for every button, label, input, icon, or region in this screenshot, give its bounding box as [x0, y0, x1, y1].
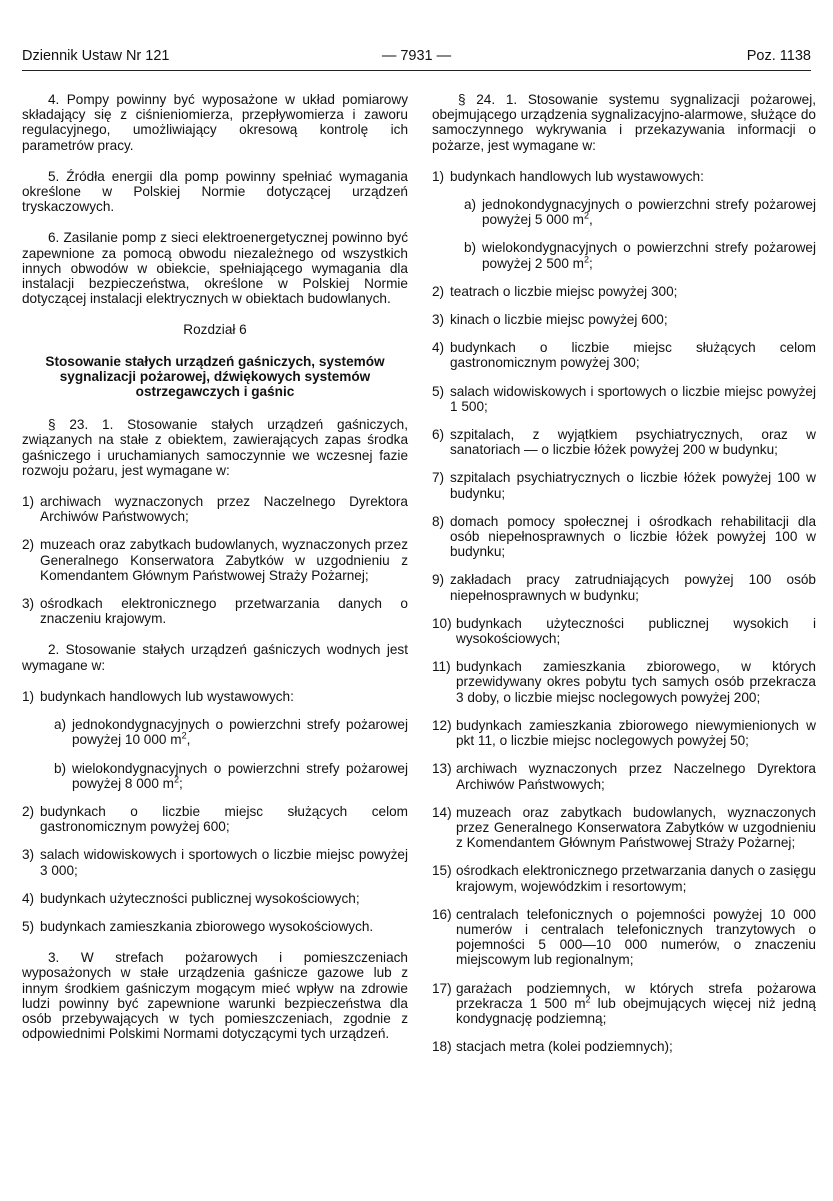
list-item: 8) domach pomocy społecznej i ośrodkach rehabilitacji dla osób niepełnosprawnych o liczbie łóżek powyżej 100 w budynku;: [432, 513, 816, 560]
list-item: 1) budynkach handlowych lub wystawowych:: [22, 688, 294, 704]
list-item: 2) muzeach oraz zabytkach budowlanych, wyznaczonych przez Generalnego Konserwatora Zabytków w uzgodnieniu z Komendantem Głównym Państwowej Straży Pożarnej;: [22, 537, 408, 583]
list-item: 2) budynkach o liczbie miejsc służących celom gastronomicznym powyżej 600;: [22, 803, 408, 835]
list-item: 5) budynkach zamieszkania zbiorowego wysokościowych.: [22, 918, 374, 934]
section-24-intro: § 24. 1. Stosowanie systemu sygnalizacji pożarowej, obejmującego urządzenia sygnalizacyjno-alarmowe, służące do samoczynnego wykrywania i przekazywania informacji o pożarze, jest wymagane w:: [432, 92, 816, 153]
sub-list-item: a) jednokondygnacyjnych o powierzchni strefy pożarowej powyżej 10 000 $m^2$,: [54, 717, 408, 748]
list-item: 17) garażach podziemnych, w których strefa pożarowa przekracza 1 500 $m^2$ lub obejmujących więcej niż jedną kondygnację podziemną;: [432, 980, 816, 1026]
header-divider: [22, 70, 811, 71]
list-item: 10) budynkach użyteczności publicznej wysokich i wysokościowych;: [432, 615, 816, 647]
right-column: [432, 92, 816, 1067]
list-item: 18) stacjach metra (kolei podziemnych);: [432, 1039, 673, 1055]
list-item: 5) salach widowiskowych i sportowych o liczbie miejsc powyżej 1 500;: [432, 383, 816, 414]
list-item: 16) centralach telefonicznych o pojemności powyżej 10 000 numerów i centralach telefonicznych tranzytowych o pojemności 5 000—10 000 numerów, o znaczeniu miejscowym lub regionalnym;: [432, 906, 816, 968]
page-number: — 7931 —: [381, 48, 452, 64]
paragraph-4: 4. Pompy powinny być wyposażone w układ pomiarowy składający się z ciśnieniomierza, przepływomierza i zaworu regulacyjnego, umożliwiający okresową kontrolę ich parametrów pracy.: [22, 92, 408, 153]
list-item: 6) szpitalach, z wyjątkiem psychiatrycznych, oraz w sanatoriach — o liczbie łóżek powyżej 200 w budynku;: [432, 427, 816, 458]
list-item: 3) salach widowiskowych i sportowych o liczbie miejsc powyżej 3 000;: [22, 847, 408, 878]
list-item: 2) teatrach o liczbie miejsc powyżej 300;: [432, 283, 678, 299]
list-item: 11) budynkach zamieszkania zbiorowego, w których przewidywany okres pobytu tych samych osób przekracza 3 doby, o liczbie miejsc noclegowych powyżej 200;: [432, 659, 816, 705]
paragraph-2-intro: 2. Stosowanie stałych urządzeń gaśniczych wodnych jest wymagane w:: [22, 642, 408, 673]
list-item: 14) muzeach oraz zabytkach budowlanych, wyznaczonych przez Generalnego Konserwatora Zabytków w uzgodnieniu z Komendantem Głównym Państwowej Straży Pożarnej;: [432, 804, 816, 851]
list-item: 4) budynkach o liczbie miejsc służących celom gastronomicznym powyżej 300;: [432, 340, 816, 371]
sub-list-item: b) wielokondygnacyjnych o powierzchni strefy pożarowej powyżej 8 000 $m^2$;: [54, 760, 408, 791]
left-column: [22, 92, 408, 1057]
section-23-intro: § 23. 1. Stosowanie stałych urządzeń gaśniczych, związanych na stałe z obiektem, zawierających zapas środka gaśniczego i uruchamianych samoczynnie we wczesnej fazie rozwoju pożaru, jest wymagane w:: [22, 417, 408, 478]
list-item: 13) archiwach wyznaczonych przez Naczelnego Dyrektora Archiwów Państwowych;: [432, 761, 816, 792]
page-header: [22, 48, 811, 68]
list-item: 12) budynkach zamieszkania zbiorowego niewymienionych w pkt 11, o liczbie miejsc noclegowych powyżej 50;: [432, 717, 816, 749]
sub-list-item: b) wielokondygnacyjnych o powierzchni strefy pożarowej powyżej 2 500 $m^2$;: [464, 240, 816, 271]
list-item: 3) ośrodkach elektronicznego przetwarzania danych o znaczeniu krajowym.: [22, 596, 408, 627]
list-item: 15) ośrodkach elektronicznego przetwarzania danych o zasięgu krajowym, wojewódzkim i resortowym;: [432, 863, 816, 894]
paragraph-5: 5. Źródła energii dla pomp powinny spełniać wymagania określone w Polskiej Normie dotyczącej urządzeń tryskaczowych.: [22, 168, 408, 215]
list-item: 1) archiwach wyznaczonych przez Naczelnego Dyrektora Archiwów Państwowych;: [22, 494, 408, 525]
chapter-title: Stosowanie stałych urządzeń gaśniczych, systemów sygnalizacji pożarowej, dźwiękowych systemów ostrzegawczych i gaśnic: [45, 353, 385, 400]
sub-list-item: a) jednokondygnacyjnych o powierzchni strefy pożarowej powyżej 5 000 $m^2$,: [464, 197, 816, 228]
list-item: 7) szpitalach psychiatrycznych o liczbie łóżek powyżej 100 w budynku;: [432, 470, 816, 501]
list-item: 4) budynkach użyteczności publicznej wysokościowych;: [22, 890, 360, 906]
paragraph-6: 6. Zasilanie pomp z sieci elektroenergetycznej powinno być zapewnione za pomocą obwodu niezależnego od wszystkich innych obwodów w obiekcie, spełniającego wymagania dla instalacji bezpieczeństwa, określone w Polskiej Normie dotyczącej instalacji elektrycznych w obiektach budowlanych.: [22, 230, 408, 307]
list-item: 3) kinach o liczbie miejsc powyżej 600;: [432, 312, 668, 328]
list-item: 9) zakładach pracy zatrudniających powyżej 100 osób niepełnosprawnych w budynku;: [432, 572, 816, 603]
paragraph-3: 3. W strefach pożarowych i pomieszczeniach wyposażonych w stałe urządzenia gaśnicze gazowe lub z innym środkiem gaśniczym mogącym mieć wpływ na zdrowie ludzi powinny być zapewnione warunki bezpieczeństwa dla osób przebywających w tych pomieszczeniach, zgodnie z odpowiednimi Polskimi Normami dotyczącymi tych urządzeń.: [22, 950, 408, 1042]
chapter-heading: Rozdział 6: [183, 322, 247, 338]
list-item: 1) budynkach handlowych lub wystawowych:: [432, 168, 704, 184]
journal-title: Dziennik Ustaw Nr 121: [22, 48, 170, 64]
position-number: Poz. 1138: [746, 48, 811, 64]
